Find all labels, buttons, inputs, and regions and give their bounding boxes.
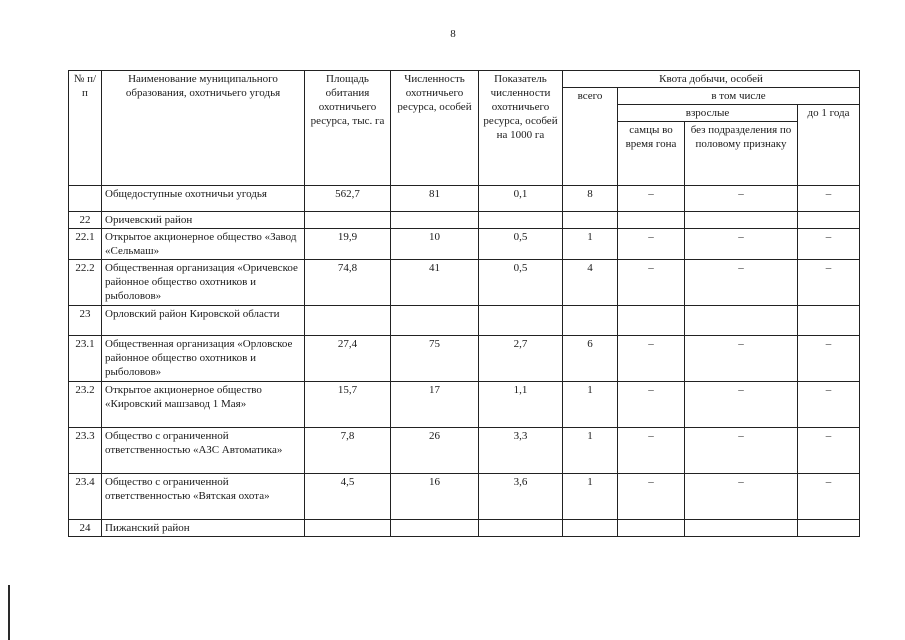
row-no-sex: –	[685, 229, 798, 260]
header-adults: взрослые	[618, 105, 798, 122]
row-name: Пижанский район	[102, 520, 305, 537]
row-total: 1	[563, 428, 618, 474]
row-name: Общество с ограниченной ответственностью «АЗС Автоматика»	[102, 428, 305, 474]
row-under-one: –	[798, 260, 860, 306]
header-name: Наименование муниципального образования, охотничьего угодья	[102, 71, 305, 186]
row-males-rut: –	[618, 428, 685, 474]
row-area: 562,7	[305, 186, 391, 212]
table-row	[69, 229, 860, 260]
row-count	[391, 306, 479, 336]
row-name: Открытое акционерное общество «Завод «Сельмаш»	[102, 229, 305, 260]
row-under-one	[798, 306, 860, 336]
row-density: 0,5	[479, 229, 563, 260]
row-num: 23.1	[69, 336, 102, 382]
row-density	[479, 212, 563, 229]
row-count: 17	[391, 382, 479, 428]
table-row	[69, 306, 860, 336]
row-total	[563, 212, 618, 229]
table-body	[69, 186, 860, 537]
page-number: 8	[450, 28, 456, 40]
row-no-sex	[685, 520, 798, 537]
row-density	[479, 520, 563, 537]
row-name: Открытое акционерное общество «Кировский машзавод 1 Мая»	[102, 382, 305, 428]
row-count: 75	[391, 336, 479, 382]
row-area: 4,5	[305, 474, 391, 520]
header-under-one: до 1 года	[798, 105, 860, 186]
table-row	[69, 428, 860, 474]
row-name: Общедоступные охотничьи угодья	[102, 186, 305, 212]
row-density: 0,5	[479, 260, 563, 306]
row-area: 19,9	[305, 229, 391, 260]
row-area	[305, 212, 391, 229]
header-including: в том числе	[618, 88, 860, 105]
row-count: 81	[391, 186, 479, 212]
quota-table	[68, 70, 860, 537]
row-total	[563, 520, 618, 537]
row-area: 7,8	[305, 428, 391, 474]
row-under-one	[798, 520, 860, 537]
row-males-rut: –	[618, 474, 685, 520]
row-under-one: –	[798, 382, 860, 428]
row-no-sex: –	[685, 428, 798, 474]
row-area: 74,8	[305, 260, 391, 306]
row-name: Орловский район Кировской области	[102, 306, 305, 336]
row-num: 23.2	[69, 382, 102, 428]
row-num: 23.3	[69, 428, 102, 474]
header-total: всего	[563, 88, 618, 186]
row-density: 0,1	[479, 186, 563, 212]
row-under-one: –	[798, 428, 860, 474]
row-under-one: –	[798, 336, 860, 382]
header-num: № п/п	[69, 71, 102, 186]
row-total: 8	[563, 186, 618, 212]
header-area: Площадь обитания охотничьего ресурса, тыс. га	[305, 71, 391, 186]
header-quota: Квота добычи, особей	[563, 71, 860, 88]
row-total	[563, 306, 618, 336]
row-count: 10	[391, 229, 479, 260]
table-row	[69, 260, 860, 306]
row-males-rut: –	[618, 382, 685, 428]
row-density: 3,6	[479, 474, 563, 520]
row-name: Оричевский район	[102, 212, 305, 229]
row-no-sex: –	[685, 382, 798, 428]
row-under-one: –	[798, 229, 860, 260]
row-area: 15,7	[305, 382, 391, 428]
row-males-rut: –	[618, 260, 685, 306]
row-no-sex: –	[685, 186, 798, 212]
row-males-rut: –	[618, 336, 685, 382]
row-no-sex	[685, 212, 798, 229]
row-total: 1	[563, 229, 618, 260]
table-row	[69, 336, 860, 382]
row-no-sex: –	[685, 474, 798, 520]
row-no-sex: –	[685, 336, 798, 382]
row-density	[479, 306, 563, 336]
row-males-rut: –	[618, 186, 685, 212]
row-total: 4	[563, 260, 618, 306]
row-males-rut	[618, 520, 685, 537]
row-area: 27,4	[305, 336, 391, 382]
row-males-rut	[618, 306, 685, 336]
table-row	[69, 382, 860, 428]
row-count: 26	[391, 428, 479, 474]
row-num: 24	[69, 520, 102, 537]
row-density: 2,7	[479, 336, 563, 382]
row-total: 1	[563, 382, 618, 428]
scan-edge-mark	[8, 585, 10, 640]
row-males-rut	[618, 212, 685, 229]
row-area	[305, 520, 391, 537]
row-no-sex: –	[685, 260, 798, 306]
row-num: 22.1	[69, 229, 102, 260]
header-density: Показатель численности охотничьего ресурса, особей на 1000 га	[479, 71, 563, 186]
row-name: Общество с ограниченной ответственностью «Вятская охота»	[102, 474, 305, 520]
row-area	[305, 306, 391, 336]
row-total: 6	[563, 336, 618, 382]
table-row	[69, 212, 860, 229]
row-total: 1	[563, 474, 618, 520]
row-count: 16	[391, 474, 479, 520]
row-under-one: –	[798, 474, 860, 520]
row-num: 23.4	[69, 474, 102, 520]
table-row	[69, 186, 860, 212]
row-under-one	[798, 212, 860, 229]
row-density: 3,3	[479, 428, 563, 474]
row-density: 1,1	[479, 382, 563, 428]
table-row	[69, 474, 860, 520]
row-num	[69, 186, 102, 212]
row-count	[391, 520, 479, 537]
header-no-sex-division: без подразделения по половому признаку	[685, 122, 798, 186]
row-name: Общественная организация «Оричевское районное общество охотников и рыболовов»	[102, 260, 305, 306]
row-no-sex	[685, 306, 798, 336]
table-row	[69, 520, 860, 537]
row-under-one: –	[798, 186, 860, 212]
row-name: Общественная организация «Орловское районное общество охотников и рыболовов»	[102, 336, 305, 382]
row-num: 23	[69, 306, 102, 336]
row-num: 22.2	[69, 260, 102, 306]
header-males-rut: самцы во время гона	[618, 122, 685, 186]
row-count	[391, 212, 479, 229]
row-count: 41	[391, 260, 479, 306]
row-num: 22	[69, 212, 102, 229]
row-males-rut: –	[618, 229, 685, 260]
header-count: Численность охотничьего ресурса, особей	[391, 71, 479, 186]
